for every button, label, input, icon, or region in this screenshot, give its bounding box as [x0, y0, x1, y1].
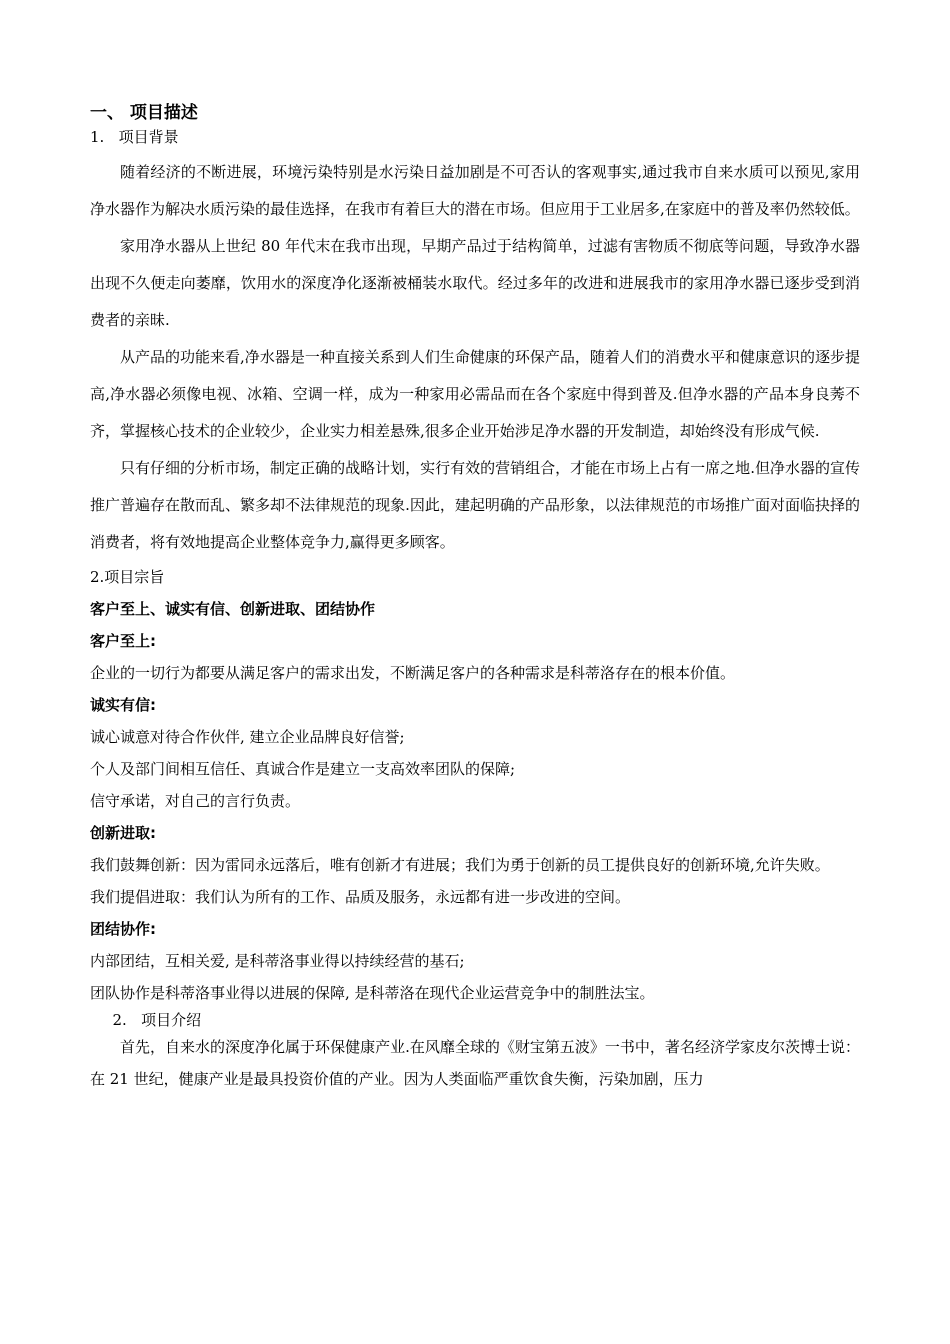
- subsection-intro: 2. 项目介绍: [112, 1011, 202, 1029]
- motto: 客户至上、诚实有信、创新进取、团结协作: [90, 600, 376, 618]
- unity-line-2: 团队协作是科蒂洛事业得以进展的保障, 是科蒂洛在现代企业运营竞争中的制胜法宝。: [90, 984, 655, 1002]
- paragraph-1: 随着经济的不断进展，环境污染特别是水污染日益加剧是不可否认的客观事实,通过我市自来水质可以预见,家用净水器作为解决水质污染的最佳选择，在我市有着巨大的潜在市场。但应用于工业居多,在家庭中的普及率仍然较低。: [90, 163, 860, 218]
- document-body: [90, 100, 860, 1095]
- subsection-purpose: 2.项目宗旨: [90, 568, 165, 586]
- honest-line-2: 个人及部门间相互信任、真诚合作是建立一支高效率团队的保障;: [90, 760, 516, 778]
- paragraph-4: 只有仔细的分析市场，制定正确的战略计划，实行有效的营销组合，才能在市场上占有一席之地.但净水器的宣传推广普遍存在散而乱、繁多却不法律规范的现象.因此，建起明确的产品形象，以法律规范的市场推广面对面临抉择的消费者，将有效地提高企业整体竞争力,赢得更多顾客。: [90, 459, 860, 551]
- innovate-line-1: 我们鼓舞创新：因为雷同永远落后，唯有创新才有进展；我们为勇于创新的员工提供良好的创新环境,允许失败。: [90, 856, 830, 874]
- heading-honest: 诚实有信:: [90, 696, 156, 714]
- subsection-background: 1. 项目背景: [90, 128, 179, 146]
- innovate-line-2: 我们提倡进取：我们认为所有的工作、品质及服务，永远都有进一步改进的空间。: [90, 888, 631, 906]
- heading-innovate: 创新进取:: [90, 824, 156, 842]
- heading-customer: 客户至上:: [90, 632, 156, 650]
- unity-line-1: 内部团结，互相关爱, 是科蒂洛事业得以持续经营的基石;: [90, 952, 465, 970]
- customer-text: 企业的一切行为都要从满足客户的需求出发，不断满足客户的各种需求是科蒂洛存在的根本价值。: [90, 664, 736, 682]
- section-title: 一、 项目描述: [90, 103, 198, 123]
- paragraph-3: 从产品的功能来看,净水器是一种直接关系到人们生命健康的环保产品，随着人们的消费水平和健康意识的逐步提高,净水器必须像电视、冰箱、空调一样，成为一种家用必需品而在各个家庭中得到普及.但净水器的产品本身良莠不齐，掌握核心技术的企业较少，企业实力相差悬殊,很多企业开始涉足净水器的开发制造，却始终没有形成气候.: [90, 348, 860, 440]
- heading-unity: 团结协作:: [90, 920, 156, 938]
- paragraph-2: 家用净水器从上世纪 80 年代末在我市出现，早期产品过于结构简单，过滤有害物质不彻底等问题，导致净水器出现不久便走向萎靡，饮用水的深度净化逐渐被桶装水取代。经过多年的改进和进展我市的家用净水器已逐步受到消费者的亲昧.: [90, 237, 860, 329]
- honest-line-1: 诚心诚意对待合作伙伴, 建立企业品牌良好信誉;: [90, 728, 405, 746]
- honest-line-3: 信守承诺，对自己的言行负责。: [90, 792, 301, 810]
- intro-paragraph: 首先，自来水的深度净化属于环保健康产业.在风靡全球的《财宝第五波》一书中，著名经济学家皮尔茨博士说：在 21 世纪，健康产业是最具投资价值的产业。因为人类面临严重饮食失衡，污染加剧，压力: [90, 1038, 860, 1088]
